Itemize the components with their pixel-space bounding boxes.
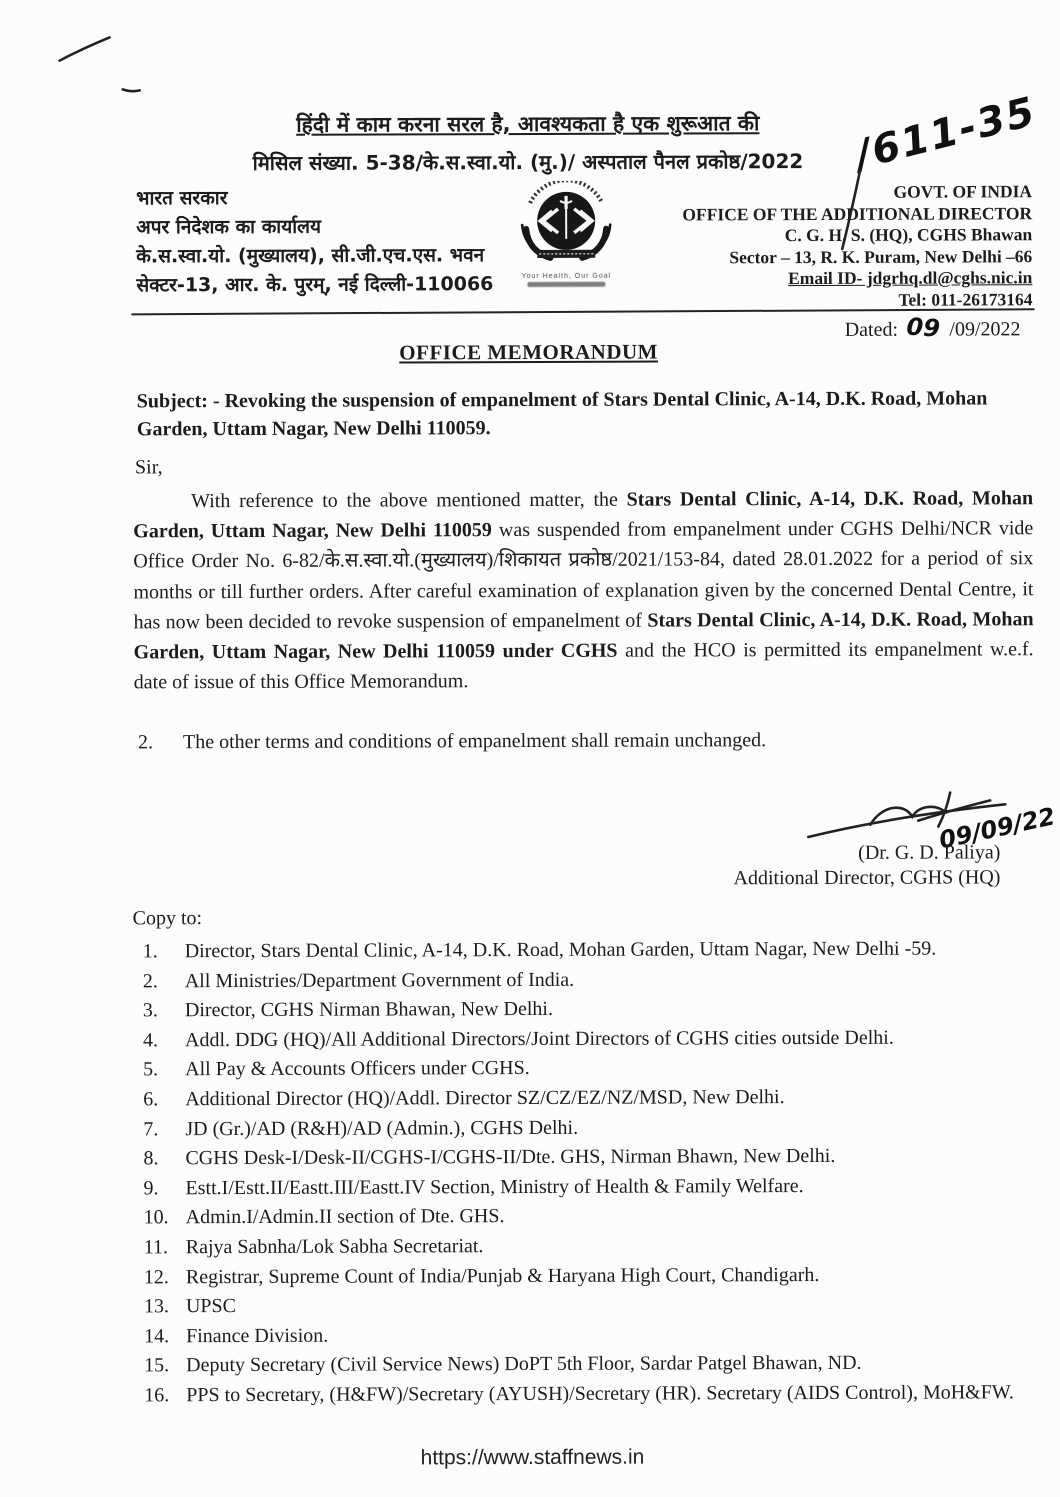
item-number: 9.	[143, 1177, 159, 1200]
item-text: Director, CGHS Nirman Bhawan, New Delhi.	[184, 998, 553, 1022]
item-text: CGHS Desk-I/Desk-II/CGHS-I/CGHS-II/Dte. GHS, Nirman Bhawn, New Delhi.	[185, 1145, 836, 1170]
address-line: भारत सरकार	[136, 187, 228, 210]
dated-label: Dated:	[844, 318, 899, 341]
email-line: Email ID- jdgrhq.dl@cghs.nic.in	[788, 267, 1033, 289]
item-text: Estt.I/Estt.II/Eastt.III/Eastt.IV Section, Ministry of Health & Family Welfare.	[185, 1174, 804, 1199]
item-text: PPS to Secretary, (H&FW)/Secretary (AYUSH)/Secretary (HR). Secretary (AIDS Control), MoH&FW.	[186, 1381, 1014, 1407]
copy-to-item	[143, 993, 1021, 1026]
copy-to-item	[144, 1349, 1022, 1382]
item-number: 8.	[143, 1147, 159, 1170]
office-line: GOVT. OF INDIA	[893, 181, 1033, 202]
item-number: 4.	[142, 1029, 159, 1052]
copy-to-item	[143, 934, 1021, 967]
copy-to-item	[143, 1171, 1021, 1204]
item-text: Addl. DDG (HQ)/All Additional Directors/Joint Directors of CGHS cities outside Delhi.	[184, 1026, 894, 1051]
copy-to-item	[144, 1201, 1022, 1234]
memo-title: OFFICE MEMORANDUM	[399, 339, 659, 365]
paragraph-number: 2.	[137, 731, 154, 754]
item-text: UPSC	[185, 1295, 237, 1318]
copy-to-item	[143, 1112, 1021, 1145]
tel-line: Tel: 011-26173164	[898, 288, 1033, 310]
office-line: OFFICE OF THE ADDITIONAL DIRECTOR	[682, 202, 1033, 224]
salutation: Sir,	[134, 456, 163, 479]
item-number: 10.	[143, 1206, 169, 1229]
item-number: 13.	[143, 1295, 169, 1318]
dated-rest: /09/2022	[949, 318, 1021, 341]
body-paragraph-2	[138, 728, 1000, 754]
office-line: Sector – 13, R. K. Puram, New Delhi –66	[729, 245, 1033, 267]
item-number: 6.	[143, 1088, 159, 1111]
item-number: 3.	[142, 999, 158, 1022]
handwritten-file-number: /611-35	[851, 88, 1042, 179]
address-line: सेक्टर-13, आर. के. पुरम्, नई दिल्ली-110066	[136, 273, 494, 297]
item-number: 2.	[142, 969, 158, 992]
copy-to-item	[144, 1378, 1022, 1411]
item-text: All Ministries/Department Government of India.	[184, 968, 575, 992]
item-text: Additional Director (HQ)/Addl. Director SZ/CZ/EZ/NZ/MSD, New Delhi.	[185, 1086, 785, 1111]
watermark-url: https://www.staffnews.in	[420, 1445, 645, 1470]
signatory-name: (Dr. G. D. Paliya)	[858, 841, 1001, 864]
item-text: Deputy Secretary (Civil Service News) DoPT 5th Floor, Sardar Patgel Bhawan, ND.	[186, 1352, 862, 1377]
paragraph-text: The other terms and conditions of empanelment shall remain unchanged.	[182, 729, 767, 754]
item-number: 1.	[142, 940, 158, 963]
item-number: 14.	[144, 1324, 170, 1348]
copy-to-item	[143, 1023, 1021, 1056]
handwritten-day: 09	[906, 312, 942, 343]
emblem-caption-blur	[527, 282, 605, 287]
cghs-emblem	[510, 181, 622, 287]
item-text: JD (Gr.)/AD (R&H)/AD (Admin.), CGHS Delhi.	[185, 1116, 579, 1140]
subject-line: Subject: - Revoking the suspension of empanelment of Stars Dental Clinic, A-14, D.K. Road, Mohan Garden, Uttam Nagar, New Delhi 110059.	[136, 387, 988, 441]
copy-to-item	[143, 1053, 1021, 1086]
file-number-line: मिसिल संख्या. 5-38/के.स.स्वा.यो. (मु.)/ अस्पताल पैनल प्रकोष्ठ/2022	[252, 149, 804, 175]
office-address-english	[682, 181, 1032, 311]
copy-to-item	[144, 1260, 1022, 1293]
copy-to-label: Copy to:	[132, 907, 203, 930]
hindi-slogan: हिंदी में काम करना सरल है, आवश्यकता है एक शुरूआत की	[296, 111, 760, 137]
item-number: 5.	[143, 1058, 159, 1081]
handwritten-sign-date: 09/09/22	[936, 802, 1058, 855]
item-number: 15.	[144, 1354, 170, 1377]
copy-to-list	[143, 934, 1023, 1411]
emblem-caption: Your Health, Our Goal	[521, 272, 612, 281]
item-number: 11.	[143, 1236, 169, 1259]
copy-to-item	[143, 964, 1021, 997]
copy-to-item	[144, 1289, 1022, 1322]
pen-marks	[37, 26, 257, 107]
item-text: All Pay & Accounts Officers under CGHS.	[185, 1057, 530, 1081]
signatory-designation: Additional Director, CGHS (HQ)	[733, 866, 1001, 890]
copy-to-item	[144, 1230, 1022, 1263]
item-number: 7.	[143, 1117, 159, 1140]
address-line: अपर निदेशक का कार्यालय	[136, 215, 322, 239]
item-text: Admin.I/Admin.II section of Dte. GHS.	[185, 1205, 505, 1229]
office-line: C. G. H. S. (HQ), CGHS Bhawan	[784, 224, 1033, 246]
item-text: Finance Division.	[186, 1324, 329, 1347]
sender-address-hindi	[136, 183, 493, 300]
item-text: Registrar, Supreme Count of India/Punjab & Haryana High Court, Chandigarh.	[185, 1263, 820, 1288]
item-text: Rajya Sabnha/Lok Sabha Secretariat.	[185, 1235, 484, 1259]
item-number: 16.	[144, 1384, 170, 1407]
copy-to-item	[143, 1082, 1021, 1115]
body-paragraph-1: With reference to the above mentioned matter, the Stars Dental Clinic, A-14, D.K. Road, Mohan Garden, Uttam Nagar, New Delhi 110059 was suspended from empanelment under CGHS Delhi/NCR vide Office Order No. 6-82/के.स.स्वा.यो.(मुख्यालय)/शिकायत प्रकोष्ठ/2021/153-84, dated 28.01.2022 for a period of six months or till further orders. After careful examination of explanation given by the concerned Dental Centre, it has now been decided to revoke suspension of empanelment of Stars Dental Clinic, A-14, D.K. Road, Mohan Garden, Uttam Nagar, New Delhi 110059 under CGHS and the HCO is permitted its empanelment w.e.f. date of issue of this Office Memorandum.	[133, 487, 1034, 694]
address-line: के.स.स्वा.यो. (मुख्यालय), सी.जी.एच.एस. भवन	[136, 244, 485, 268]
item-number: 12.	[143, 1265, 169, 1288]
cghs-emblem-icon	[510, 181, 622, 267]
copy-to-item	[144, 1319, 1022, 1352]
copy-to-item	[143, 1141, 1021, 1174]
item-text: Director, Stars Dental Clinic, A-14, D.K. Road, Mohan Garden, Uttam Nagar, New Delhi -59.	[184, 937, 937, 963]
